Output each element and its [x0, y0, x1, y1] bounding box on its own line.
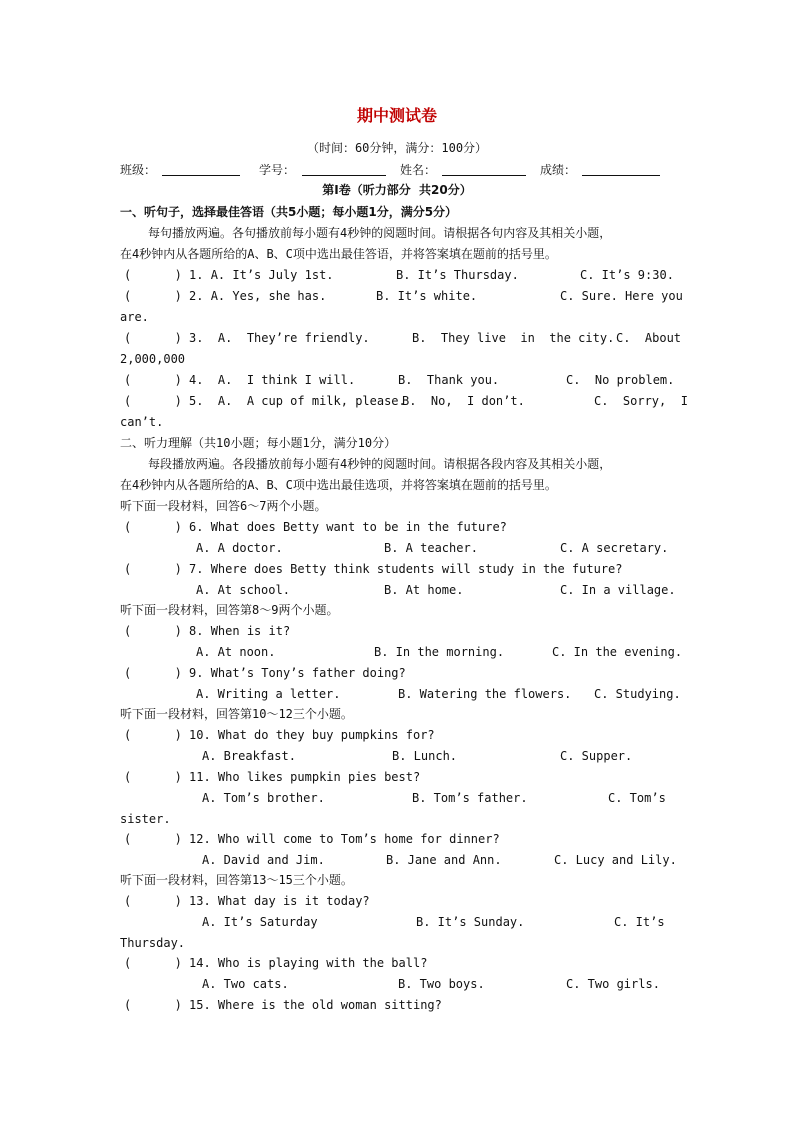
question-stem: ( ) 5. A. A cup of milk, please.: [124, 394, 406, 408]
option-b: B. Watering the flowers.: [398, 687, 572, 701]
option-continuation: sister.: [120, 812, 171, 826]
group-intro: 听下面一段材料，回答6～7两个小题。: [120, 499, 327, 513]
option-c: C. Sorry, I: [594, 394, 688, 408]
option-c: C. A secretary.: [560, 541, 669, 555]
question-stem: ( ) 13. What day is it today?: [124, 894, 370, 908]
option-c: C. Studying.: [594, 687, 681, 701]
option-a: A. It’s Saturday: [202, 915, 318, 929]
section-b-instruction: 在4秒钟内从各题所给的A、B、C项中选出最佳选项，并将答案填在题前的括号里。: [120, 478, 557, 492]
name-blank: [442, 162, 526, 176]
option-c: C. Lucy and Lily.: [554, 853, 677, 867]
option-b: B. They live in the city.: [412, 331, 615, 345]
option-c: C. Two girls.: [566, 977, 660, 991]
question-stem: ( ) 3. A. They’re friendly.: [124, 331, 370, 345]
option-a: A. Writing a letter.: [196, 687, 341, 701]
option-a: A. Tom’s brother.: [202, 791, 325, 805]
option-b: B. Tom’s father.: [412, 791, 528, 805]
option-a: A. Two cats.: [202, 977, 289, 991]
question-stem: ( ) 15. Where is the old woman sitting?: [124, 998, 442, 1012]
option-a: A. At noon.: [196, 645, 276, 659]
option-b: B. Thank you.: [398, 373, 500, 387]
option-b: B. At home.: [384, 583, 464, 597]
question-stem: ( ) 14. Who is playing with the ball?: [124, 956, 428, 970]
option-a: A. Breakfast.: [202, 749, 296, 763]
class-label: 班级：: [120, 163, 157, 177]
option-b: B. It’s Thursday.: [396, 268, 519, 282]
question-stem: ( ) 10. What do they buy pumpkins for?: [124, 728, 435, 742]
option-c: C. Supper.: [560, 749, 633, 763]
option-c: C. In a village.: [560, 583, 676, 597]
option-b: B. Jane and Ann.: [386, 853, 502, 867]
score-label: 成绩：: [540, 163, 577, 177]
section-b-instruction: 每段播放两遍。各段播放前每小题有4秒钟的阅题时间。请根据各段内容及其相关小题，: [148, 457, 612, 471]
exam-subtitle: （时间：60分钟，满分：100分）: [306, 141, 488, 155]
question-stem: ( ) 12. Who will come to Tom’s home for dinner?: [124, 832, 500, 846]
question-stem: ( ) 6. What does Betty want to be in the future?: [124, 520, 507, 534]
section-b-heading: 二、听力理解（共10小题；每小题1分，满分10分）: [120, 436, 397, 450]
section-a-heading: 一、听句子，选择最佳答语（共5小题；每小题1分，满分5分）: [120, 205, 458, 219]
option-continuation: 2,000,000: [120, 352, 186, 366]
option-c: C. No problem.: [566, 373, 675, 387]
question-stem: ( ) 11. Who likes pumpkin pies best?: [124, 770, 421, 784]
option-b: B. Two boys.: [398, 977, 485, 991]
option-continuation: are.: [120, 310, 149, 324]
question-stem: ( ) 8. When is it?: [124, 624, 291, 638]
question-stem: ( ) 4. A. I think I will.: [124, 373, 356, 387]
option-c: C. It’s: [614, 915, 665, 929]
page-title: 期中测试卷: [356, 106, 437, 125]
option-c: C. About: [616, 331, 682, 345]
group-intro: 听下面一段材料，回答第10～12三个小题。: [120, 707, 353, 721]
option-b: B. It’s white.: [376, 289, 478, 303]
part-one-heading: 第Ⅰ卷（听力部分 共20分）: [322, 183, 472, 197]
class-blank: [162, 162, 240, 176]
option-c: C. Sure. Here you: [560, 289, 683, 303]
group-intro: 听下面一段材料，回答第8～9两个小题。: [120, 603, 339, 617]
number-blank: [302, 162, 386, 176]
name-label: 姓名：: [400, 163, 437, 177]
option-b: B. Lunch.: [392, 749, 458, 763]
group-intro: 听下面一段材料，回答第13～15三个小题。: [120, 873, 353, 887]
option-continuation: can’t.: [120, 415, 164, 429]
score-blank: [582, 162, 660, 176]
option-b: B. A teacher.: [384, 541, 478, 555]
option-continuation: Thursday.: [120, 936, 186, 950]
question-stem: ( ) 9. What’s Tony’s father doing?: [124, 666, 406, 680]
option-a: A. At school.: [196, 583, 290, 597]
section-a-instruction: 在4秒钟内从各题所给的A、B、C项中选出最佳答语，并将答案填在题前的括号里。: [120, 247, 557, 261]
option-b: B. No, I don’t.: [402, 394, 525, 408]
number-label: 学号：: [259, 163, 296, 177]
section-a-instruction: 每句播放两遍。各句播放前每小题有4秒钟的阅题时间。请根据各句内容及其相关小题，: [148, 226, 612, 240]
option-c: C. It’s 9:30.: [580, 268, 674, 282]
option-a: A. David and Jim.: [202, 853, 325, 867]
question-stem: ( ) 1. A. It’s July 1st.: [124, 268, 334, 282]
option-a: A. A doctor.: [196, 541, 283, 555]
question-stem: ( ) 2. A. Yes, she has.: [124, 289, 327, 303]
option-b: B. In the morning.: [374, 645, 505, 659]
option-c: C. In the evening.: [552, 645, 683, 659]
option-b: B. It’s Sunday.: [416, 915, 525, 929]
option-c: C. Tom’s: [608, 791, 666, 805]
question-stem: ( ) 7. Where does Betty think students will study in the future?: [124, 562, 623, 576]
